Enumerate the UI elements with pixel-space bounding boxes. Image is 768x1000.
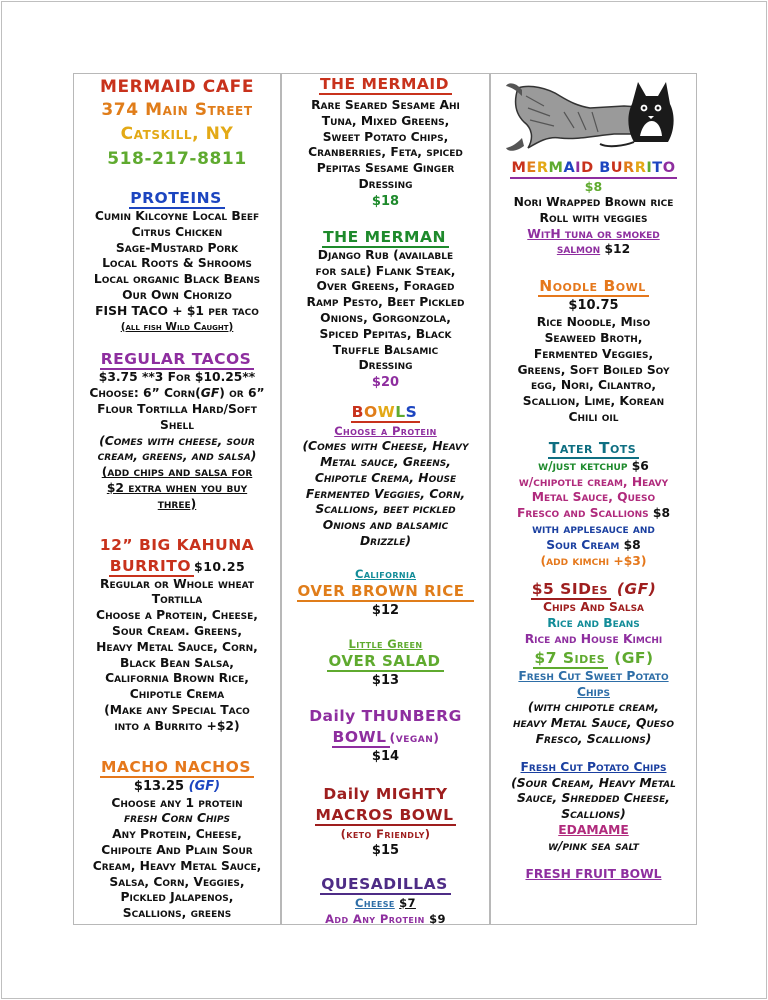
- mermaid-burrito-heading: [491, 158, 696, 179]
- mermaid-cat-logo: [504, 76, 684, 156]
- tacos-heading: REGULAR TACOS: [74, 349, 280, 370]
- tacos-price: $3.75 **3 For $10.25**: [98, 370, 256, 385]
- burrito-heading-letter: O: [662, 160, 676, 176]
- mermaid-price: $18: [371, 193, 400, 209]
- burrito-heading-letter: E: [526, 160, 537, 176]
- burrito-heading-letter: A: [563, 160, 576, 176]
- burrito-price: $10.25: [194, 558, 246, 574]
- burrito-heading-letter: M: [548, 160, 564, 176]
- cafe-name: MERMAID CAFE: [99, 77, 255, 97]
- burrito-heading-letter: R: [536, 160, 549, 176]
- protein-item: Local organic Black Beans: [93, 272, 261, 287]
- nachos-heading: MACHO NACHOS: [74, 757, 280, 778]
- proteins-list: [74, 209, 280, 335]
- sides5-list: Chips And Salsa Rice and Beans Rice and House Kimchi: [524, 600, 663, 646]
- merman-heading: THE MERMAN: [282, 227, 489, 248]
- macros-price: $15: [371, 842, 400, 858]
- littlegreen-price: $13: [371, 672, 400, 688]
- quesadillas-protein-line: Add Any Protein $9: [325, 911, 446, 925]
- mermaid-description: Rare Seared Sesame Ahi Tuna, Mixed Greens, Sweet Potato Chips, Cranberries, Feta, spiced Pepitas Sesame Ginger Dressing: [308, 98, 463, 191]
- bowls-choose: Choose a Protein: [334, 424, 437, 439]
- burrito-description: Regular or Whole wheat Tortilla Choose a Protein, Cheese, Sour Cream. Greens, Heavy Metal Sauce, Corn, Black Bean Salsa, California Brown Rice, Chipotle Crema (Make any Special Taco into a Burrito +$2): [96, 576, 258, 733]
- mermaid-heading: THE MERMAID: [282, 74, 489, 95]
- california-label: California: [355, 566, 416, 581]
- merman-description: Django Rub (available for sale) Flank Steak, Over Greens, Foraged Ramp Pesto, Beet Pickled Onions, Gorgonzola, Spiced Pepitas, Black Truffle Balsamic Dressing: [306, 247, 465, 373]
- tacos-choose: Choose: 6” Corn(GF) or 6”: [89, 386, 265, 401]
- california-price: $12: [371, 602, 400, 618]
- sides7-heading: $7 Sides (GF): [534, 648, 654, 667]
- sides7-list: Fresh Cut Sweet Potato Chips (with chipotle cream, heavy Metal Sauce, Queso Fresco, Scallions) Fresh Cut Potato Chips (Sour Cream, Heavy Metal Sauce, Shredded Cheese, Scallions) EDAMAME w/pink sea salt FRESH FRUIT BOWL: [511, 668, 676, 881]
- burrito-heading-letter: B: [599, 160, 611, 176]
- mermaid-burrito-description: Nori Wrapped Brown rice Roll with veggies WitH tuna or smoked salmon $12: [513, 195, 674, 257]
- noodle-price: $10.75: [568, 298, 619, 314]
- protein-item: Local Roots & Shrooms: [102, 256, 252, 271]
- mermaid-burrito-price: $8: [584, 179, 603, 194]
- burrito-heading-letter: D: [581, 160, 594, 176]
- sides5-heading: $5 SIDes (GF): [531, 580, 657, 599]
- quesadillas-heading: QUESADILLAS: [282, 874, 489, 895]
- burrito-heading-letter: U: [610, 160, 624, 176]
- quesadillas-cheese-line: Cheese $7: [355, 895, 416, 910]
- merman-price: $20: [371, 375, 400, 391]
- nachos-description: Choose any 1 protein fresh Corn Chips Any Protein, Cheese, Chipolte And Plain Sour Cream, Heavy Metal Sauce, Salsa, Corn, Veggies, Pickled Jalapenos, Scallions, greens: [92, 795, 262, 921]
- noodle-description: Rice Noodle, Miso Seaweed Broth, Fermented Veggies, Greens, Soft Boiled Soy egg, Nori, Cilantro, Scallion, Lime, Korean Chili oil: [517, 315, 670, 424]
- burrito-heading-letter: I: [646, 160, 653, 176]
- macros-heading: Daily MIGHTY MACROS BOWL: [282, 784, 489, 826]
- cafe-phone: 518-217-8811: [107, 149, 247, 169]
- littlegreen-sub: OVER SALAD: [282, 652, 489, 672]
- bowls-description: (Comes with Cheese, Heavy Metal sauce, Greens, Chipotle Crema, House Fermented Veggies, Corn, Scallions, beet pickled Onions and balsamic Drizzle): [302, 439, 469, 548]
- protein-item: Citrus Chicken: [131, 224, 223, 239]
- noodle-heading: Noodle Bowl: [491, 276, 696, 297]
- littlegreen-label: Little Green: [348, 636, 423, 651]
- menu-column-left: [73, 73, 281, 925]
- tots-heading: Tater Tots: [491, 438, 696, 459]
- menu-column-right: [490, 73, 697, 925]
- tacos-description: $3.75 **3 For $10.25** Choose: 6” Corn(GF) or 6” Flour Tortilla Hard/Soft Shell (Comes with cheese, sour cream, greens, and salsa) (add chips and salsa for $2 extra when you buy three): [74, 370, 280, 512]
- burrito-heading-letter: R: [634, 160, 647, 176]
- thunberg-heading: Daily THUNBERG BOWL (vegan): [309, 706, 462, 746]
- bowls-heading: BOWLS: [282, 402, 489, 423]
- proteins-heading: PROTEINS: [74, 188, 280, 209]
- thunberg-price: $14: [371, 748, 400, 764]
- fish-note: (all fish Wild Caught): [120, 320, 234, 333]
- menu-column-middle: [281, 73, 490, 925]
- burrito-heading: 12” BIG KAHUNA BURRITO $10.25: [99, 535, 255, 575]
- burrito-heading-letter: T: [652, 160, 663, 176]
- cafe-address: 374 Main Street: [101, 100, 253, 120]
- burrito-heading-letter: R: [623, 160, 635, 176]
- cafe-city: Catskill, NY: [120, 124, 234, 144]
- protein-item: Cumin Kilcoyne Local Beef: [94, 209, 260, 223]
- burrito-heading-letter: I: [575, 160, 582, 176]
- california-sub: OVER BROWN RICE: [282, 582, 489, 602]
- burrito-heading-letter: M: [511, 160, 527, 176]
- protein-item: Sage-Mustard Pork: [115, 240, 239, 255]
- tots-description: w/just ketchup $6 w/chipotle cream, Heavy Metal Sauce, Queso Fresco and Scallions $8 with applesauce and Sour Cream $8 (add kimchi +$3): [516, 458, 671, 568]
- macros-note: (keto Friendly): [340, 826, 431, 841]
- protein-item: FISH TACO + $1 per taco: [95, 303, 259, 318]
- protein-item: Our Own Chorizo: [122, 287, 232, 302]
- nachos-price-line: $13.25 (GF): [133, 778, 221, 794]
